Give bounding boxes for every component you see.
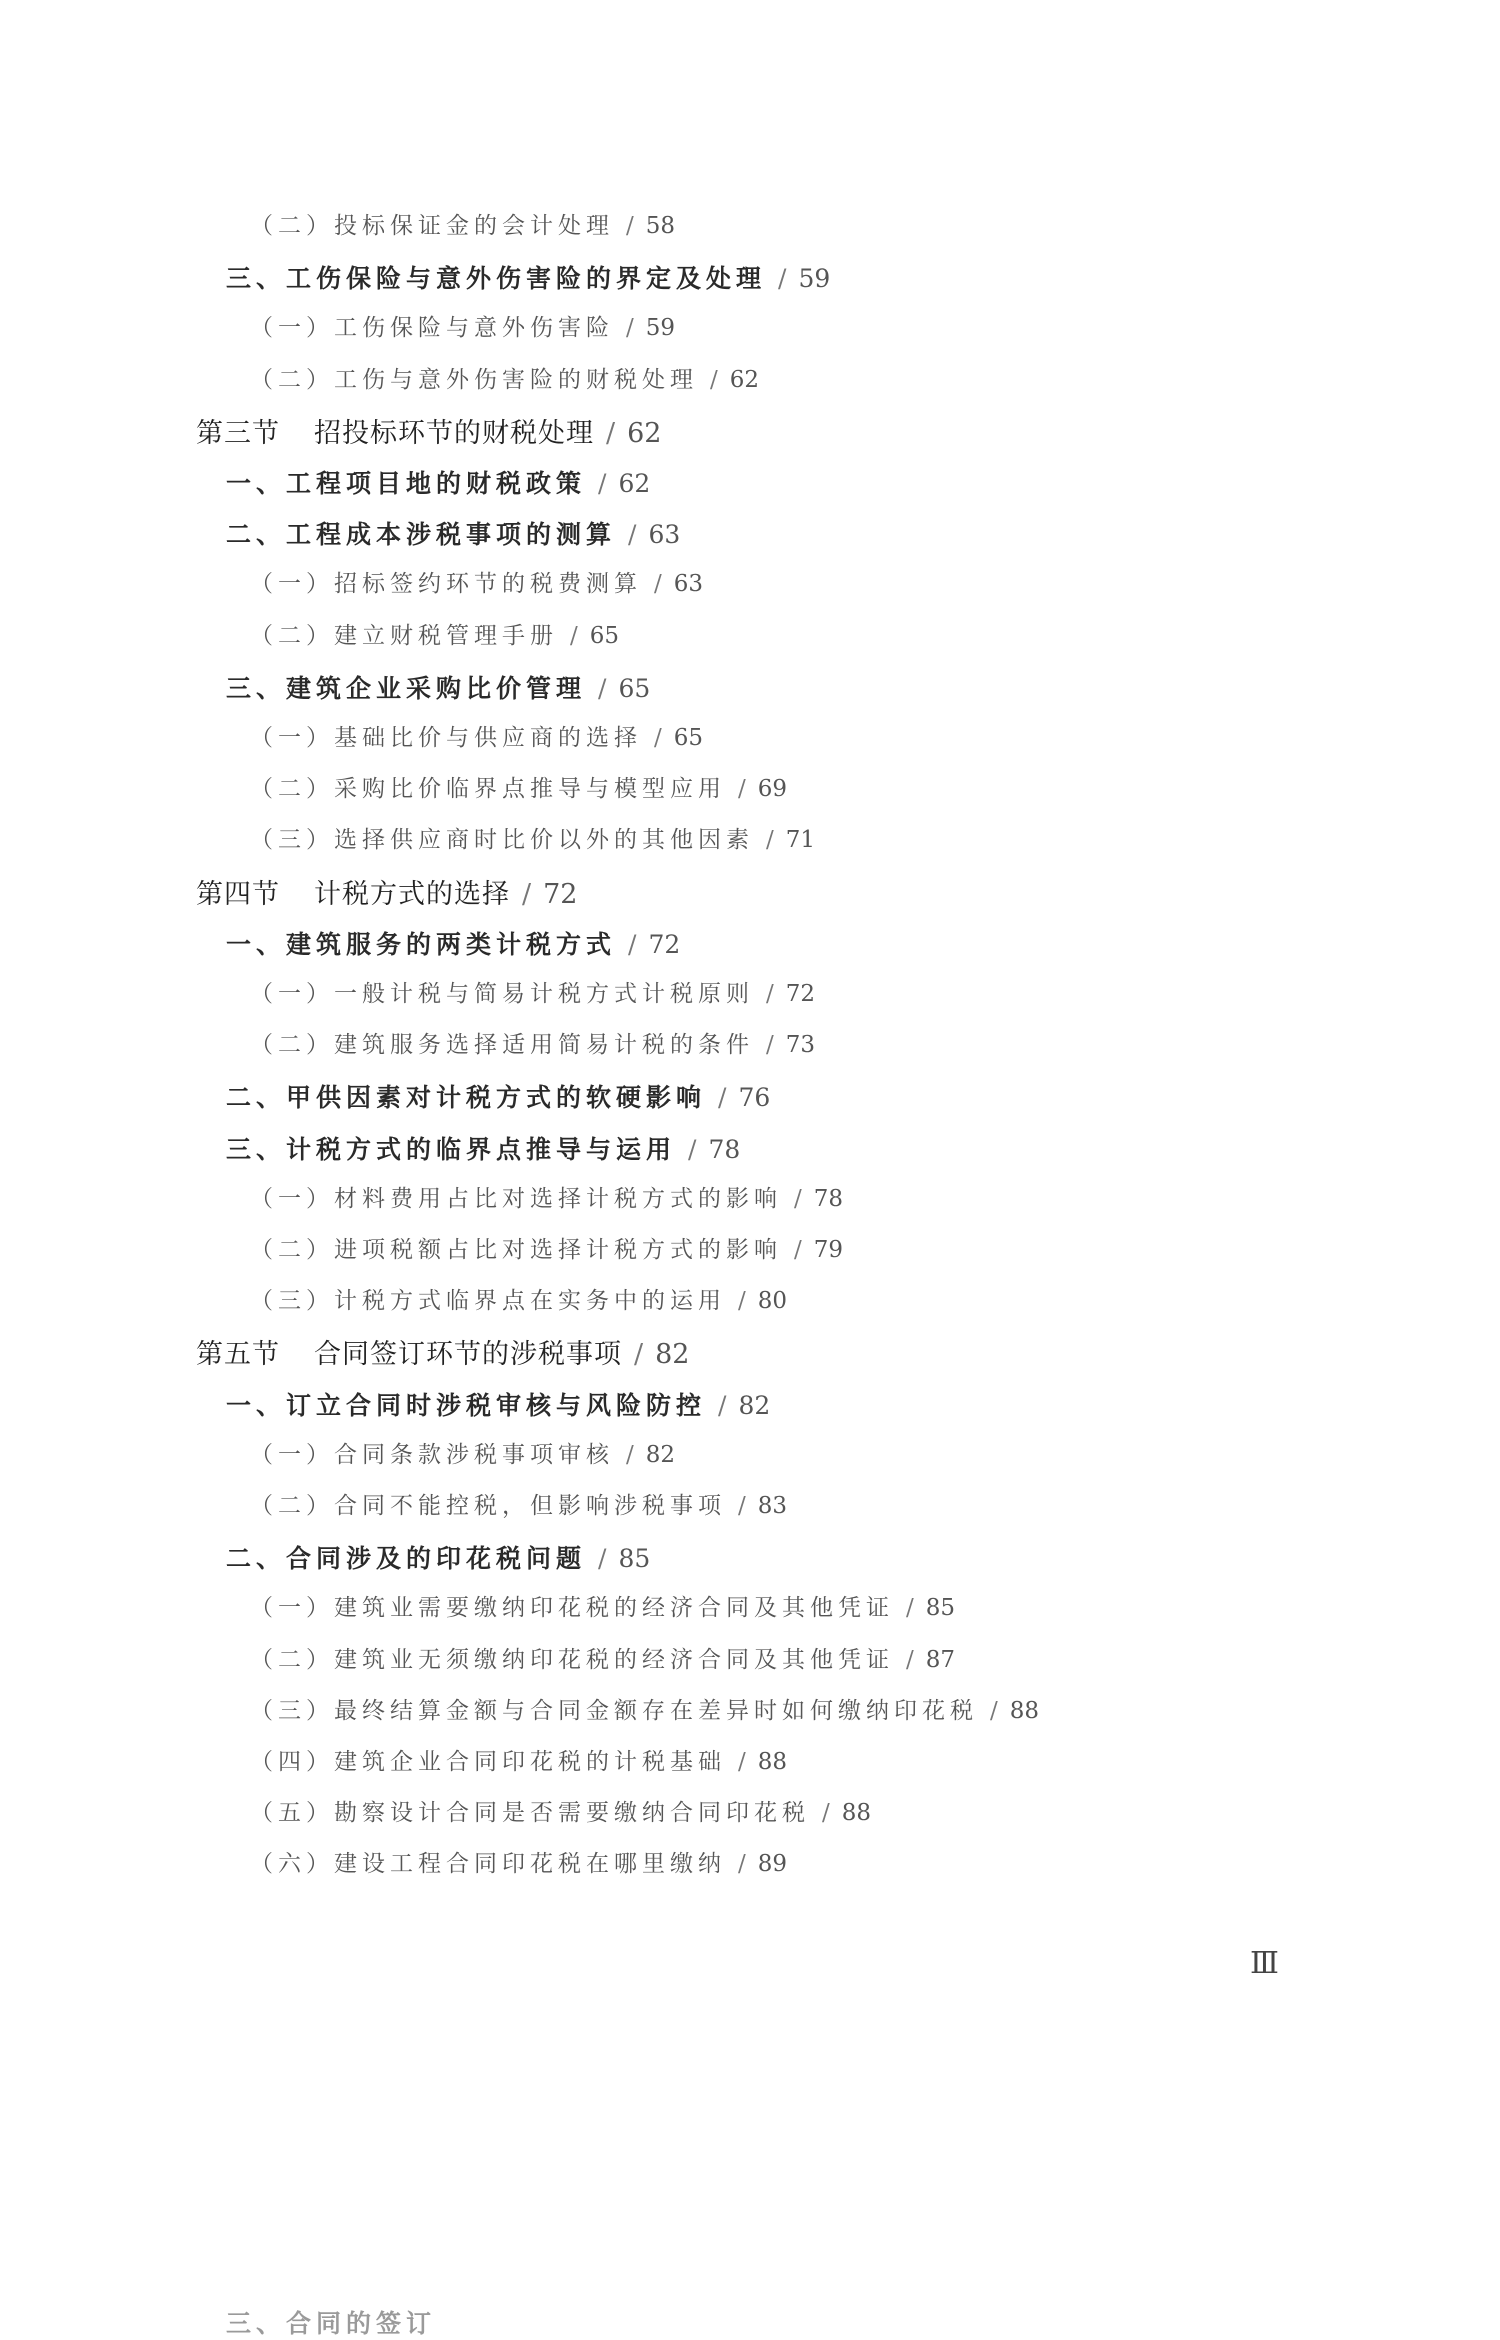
toc-subitem <box>250 369 759 392</box>
toc-subitem <box>250 1444 675 1467</box>
toc-separator: / <box>628 930 637 959</box>
toc-page-number: 80 <box>757 1288 788 1314</box>
toc-page-number: 88 <box>1009 1698 1040 1724</box>
toc-entry-title: （一）一般计税与简易计税方式计税原则 <box>250 981 754 1007</box>
toc-entry-title: （二）建立财税管理手册 <box>250 623 558 649</box>
toc-chapter-item <box>226 1546 650 1571</box>
toc-entry-title: （三）计税方式临界点在实务中的运用 <box>250 1288 726 1314</box>
toc-page-number: 82 <box>645 1442 676 1468</box>
toc-chapter-item <box>226 1137 740 1162</box>
toc-subitem <box>250 573 703 596</box>
toc-page-number: 78 <box>813 1186 844 1212</box>
toc-separator: / <box>766 1032 774 1058</box>
toc-subitem <box>250 1495 787 1518</box>
toc-separator: / <box>598 469 607 498</box>
toc-separator: / <box>738 1288 746 1314</box>
toc-chapter-item <box>226 471 650 496</box>
toc-section <box>196 420 661 447</box>
toc-separator: / <box>738 1493 746 1519</box>
toc-page-number: 59 <box>645 315 676 341</box>
toc-entry-title: 一、建筑服务的两类计税方式 <box>226 930 617 959</box>
toc-separator: / <box>906 1595 914 1621</box>
toc-separator: / <box>606 418 616 449</box>
toc-page-number: 85 <box>925 1595 956 1621</box>
toc-entry-title: （二）建筑业无须缴纳印花税的经济合同及其他凭证 <box>250 1647 894 1673</box>
toc-subitem <box>250 1751 787 1774</box>
toc-separator: / <box>628 520 637 549</box>
toc-page-number: 65 <box>673 725 704 751</box>
toc-page-number: 88 <box>841 1800 872 1826</box>
toc-separator: / <box>822 1800 830 1826</box>
toc-separator: / <box>738 776 746 802</box>
toc-separator: / <box>522 879 532 910</box>
toc-entry-title: 一、工程项目地的财税政策 <box>226 469 587 498</box>
cut-off-next-entry: 三、合同的签订 <box>226 2309 437 2338</box>
toc-separator: / <box>598 1544 607 1573</box>
toc-page-number: 83 <box>757 1493 788 1519</box>
toc-section-number: 第四节 <box>196 879 280 910</box>
toc-subitem <box>250 727 703 750</box>
toc-entry-title: 二、甲供因素对计税方式的软硬影响 <box>226 1083 707 1112</box>
toc-separator: / <box>570 623 578 649</box>
toc-entry-title: 一、订立合同时涉税审核与风险防控 <box>226 1391 707 1420</box>
toc-page-number: 62 <box>618 469 651 498</box>
toc-entry-title: 三、计税方式的临界点推导与运用 <box>226 1135 677 1164</box>
toc-entry-title: （二）投标保证金的会计处理 <box>250 213 614 239</box>
toc-entry-title: （二）进项税额占比对选择计税方式的影响 <box>250 1237 782 1263</box>
toc-section <box>196 1341 689 1368</box>
toc-entry-title: （一）材料费用占比对选择计税方式的影响 <box>250 1186 782 1212</box>
toc-section-number: 第三节 <box>196 418 280 449</box>
toc-separator: / <box>794 1186 802 1212</box>
toc-separator: / <box>626 1442 634 1468</box>
toc-subitem <box>250 1239 843 1262</box>
toc-chapter-item <box>226 522 680 547</box>
toc-entry-title: 三、建筑企业采购比价管理 <box>226 674 587 703</box>
toc-subitem <box>250 625 619 648</box>
page-number: Ⅲ <box>1250 1946 1280 1981</box>
toc-page-number: 65 <box>589 623 620 649</box>
toc-entry-title: （五）勘察设计合同是否需要缴纳合同印花税 <box>250 1800 810 1826</box>
toc-page-number: 62 <box>627 418 662 449</box>
toc-entry-title: 三、工伤保险与意外伤害险的界定及处理 <box>226 264 767 293</box>
toc-separator: / <box>598 674 607 703</box>
toc-separator: / <box>718 1391 727 1420</box>
toc-subitem <box>250 778 787 801</box>
toc-subitem <box>250 215 675 238</box>
toc-subitem <box>250 1188 843 1211</box>
toc-page-number: 85 <box>618 1544 651 1573</box>
toc-subitem <box>250 1597 955 1620</box>
toc-subitem <box>250 1649 955 1672</box>
toc-separator: / <box>710 367 718 393</box>
toc-entry-title: （二）建筑服务选择适用简易计税的条件 <box>250 1032 754 1058</box>
toc-entry-title: （二）工伤与意外伤害险的财税处理 <box>250 367 698 393</box>
toc-entry-title: （六）建设工程合同印花税在哪里缴纳 <box>250 1851 726 1877</box>
toc-page-number: 79 <box>813 1237 844 1263</box>
toc-page-number: 76 <box>738 1083 771 1112</box>
toc-page-number: 59 <box>798 264 831 293</box>
toc-separator: / <box>688 1135 697 1164</box>
toc-page-number: 63 <box>648 520 681 549</box>
toc-subitem <box>250 317 675 340</box>
toc-separator: / <box>778 264 787 293</box>
toc-subitem <box>250 829 815 852</box>
toc-entry-title: （一）基础比价与供应商的选择 <box>250 725 642 751</box>
toc-page-number: 72 <box>785 981 816 1007</box>
toc-separator: / <box>626 213 634 239</box>
toc-page-number: 63 <box>673 571 704 597</box>
toc-page-number: 72 <box>648 930 681 959</box>
toc-chapter-item <box>226 1085 770 1110</box>
toc-entry-title: 合同签订环节的涉税事项 <box>314 1339 622 1370</box>
toc-subitem <box>250 1853 787 1876</box>
toc-separator: / <box>634 1339 644 1370</box>
toc-chapter-item <box>226 676 650 701</box>
toc-entry-title: 计税方式的选择 <box>314 879 510 910</box>
toc-page-number: 87 <box>925 1647 956 1673</box>
toc-separator: / <box>626 315 634 341</box>
toc-subitem <box>250 1802 871 1825</box>
toc-separator: / <box>654 725 662 751</box>
toc-section-number: 第五节 <box>196 1339 280 1370</box>
toc-separator: / <box>766 981 774 1007</box>
toc-page-number: 72 <box>543 879 578 910</box>
toc-entry-title: （一）建筑业需要缴纳印花税的经济合同及其他凭证 <box>250 1595 894 1621</box>
toc-entry-title: （三）最终结算金额与合同金额存在差异时如何缴纳印花税 <box>250 1698 978 1724</box>
toc-entry-title: （三）选择供应商时比价以外的其他因素 <box>250 827 754 853</box>
toc-section <box>196 881 577 908</box>
toc-entry-title: 二、工程成本涉税事项的测算 <box>226 520 617 549</box>
toc-page-number: 65 <box>618 674 651 703</box>
toc-page-number: 78 <box>708 1135 741 1164</box>
toc-entry-title: （二）合同不能控税，但影响涉税事项 <box>250 1493 726 1519</box>
toc-separator: / <box>654 571 662 597</box>
toc-subitem <box>250 1700 1039 1723</box>
toc-entry-title: （二）采购比价临界点推导与模型应用 <box>250 776 726 802</box>
toc-entry-title: （一）合同条款涉税事项审核 <box>250 1442 614 1468</box>
toc-subitem <box>250 1034 815 1057</box>
toc-page-number: 82 <box>738 1391 771 1420</box>
toc-page-number: 69 <box>757 776 788 802</box>
toc-subitem <box>250 983 815 1006</box>
toc-separator: / <box>738 1851 746 1877</box>
toc-chapter-item <box>226 1393 770 1418</box>
toc-entry-title: （四）建筑企业合同印花税的计税基础 <box>250 1749 726 1775</box>
toc-page-number: 62 <box>729 367 760 393</box>
toc-separator: / <box>794 1237 802 1263</box>
toc-entry-title: 招投标环节的财税处理 <box>314 418 594 449</box>
toc-page-number: 88 <box>757 1749 788 1775</box>
toc-separator: / <box>766 827 774 853</box>
toc-separator: / <box>990 1698 998 1724</box>
toc-page-number: 58 <box>645 213 676 239</box>
toc-separator: / <box>906 1647 914 1673</box>
toc-separator: / <box>738 1749 746 1775</box>
toc-page-number: 71 <box>785 827 816 853</box>
toc-entry-title: （一）招标签约环节的税费测算 <box>250 571 642 597</box>
toc-chapter-item <box>226 932 680 957</box>
toc-entry-title: 二、合同涉及的印花税问题 <box>226 1544 587 1573</box>
toc-entry-title: （一）工伤保险与意外伤害险 <box>250 315 614 341</box>
toc-subitem <box>250 1290 787 1313</box>
toc-separator: / <box>718 1083 727 1112</box>
toc-page-number: 73 <box>785 1032 816 1058</box>
toc-page-number: 89 <box>757 1851 788 1877</box>
toc-chapter-item <box>226 266 830 291</box>
toc-page-number: 82 <box>655 1339 690 1370</box>
